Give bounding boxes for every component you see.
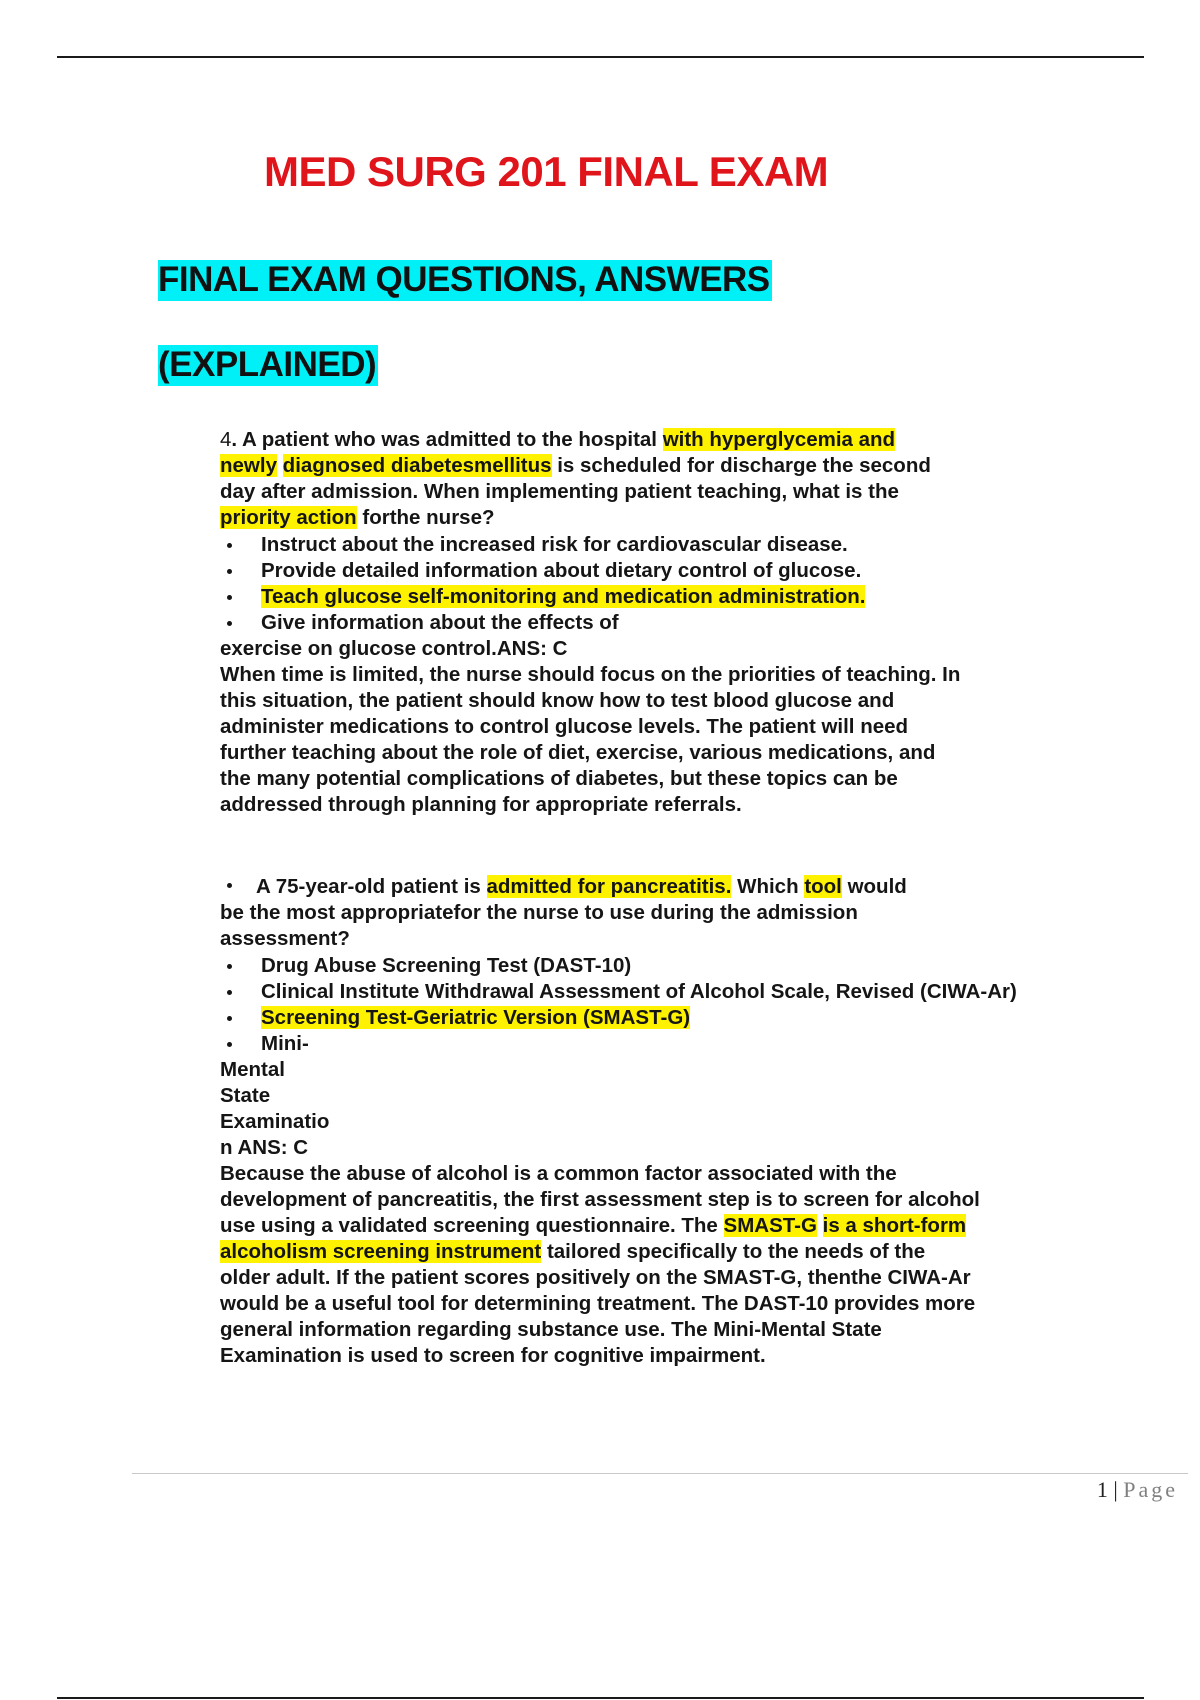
question-1-stem: 4. A patient who was admitted to the hospital with hyperglycemia and newly diagnosed diabetesmellitus is scheduled for discharge the second day after admission. When implementing patient teaching, what is the priority action forthe nurse?	[220, 428, 931, 529]
subheading-highlight: (EXPLAINED)	[158, 345, 377, 384]
highlight: tool	[804, 875, 842, 898]
wrapped-option-line: Mental	[220, 1058, 285, 1081]
answer-line: exercise on glucose control.ANS: C	[220, 637, 568, 660]
question-2-stem: A 75-year-old patient is admitted for pancreatitis. Which tool would be the most appropriatefor the nurse to use during the admission assessment?	[220, 875, 907, 950]
option-c-correct	[220, 1005, 1150, 1031]
top-rule	[57, 56, 1144, 58]
explanation: Because the abuse of alcohol is a common factor associated with the development of pancreatitis, the first assessment step is to screen for alcohol use using a validated screening questionnaire. The SMAST-G is a short-form alcoholism screening instrument tailored specifically to the needs of the older adult. If the patient scores positively on the SMAST-G, thenthe CIWA-Ar would be a useful tool for determining treatment. The DAST-10 provides more general information regarding substance use. The Mini-Mental State Examination is used to screen for cognitive impairment.	[220, 1162, 980, 1367]
highlight: priority action	[220, 506, 357, 529]
option-d: Give information about the effects of	[220, 610, 1150, 636]
highlight: diagnosed diabetesmellitus	[282, 454, 552, 477]
option-a: Instruct about the increased risk for cardiovascular disease.	[220, 532, 1150, 558]
bottom-rule	[57, 1697, 1144, 1699]
highlight: newly	[220, 454, 277, 477]
option-a: Drug Abuse Screening Test (DAST-10)	[220, 953, 1150, 979]
question-1	[220, 427, 1150, 818]
highlight: with hyperglycemia and	[662, 428, 896, 451]
subheading-highlight: FINAL EXAM QUESTIONS, ANSWERS	[158, 260, 770, 299]
highlight: Teach glucose self-monitoring and medication administration.	[261, 585, 866, 608]
question-number: 4	[220, 428, 232, 451]
option-b: Provide detailed information about dietary control of glucose.	[220, 558, 1150, 584]
page-label: Page	[1123, 1477, 1178, 1502]
highlight: admitted for pancreatitis.	[486, 875, 732, 898]
page-title: MED SURG 201 FINAL EXAM	[264, 148, 829, 195]
option-d: Mini-	[220, 1031, 1150, 1057]
answer-line: n ANS: C	[220, 1136, 309, 1159]
highlight: Screening Test-Geriatric Version (SMAST-G)	[261, 1006, 691, 1029]
question-2	[220, 874, 1150, 1369]
subheading-line-2	[158, 343, 378, 387]
bullet-icon	[227, 883, 232, 888]
wrapped-option-line: Examinatio	[220, 1110, 330, 1133]
highlight: SMAST-G	[723, 1214, 817, 1237]
option-c-correct	[220, 584, 1150, 610]
option-b: Clinical Institute Withdrawal Assessment of Alcohol Scale, Revised (CIWA-Ar)	[220, 979, 1150, 1005]
page-number: 1 | Page	[1096, 1477, 1178, 1502]
subheading-line-1	[158, 258, 772, 302]
explanation: When time is limited, the nurse should focus on the priorities of teaching. In this situation, the patient should know how to test blood glucose and administer medications to control glucose levels. The patient will need further teaching about the role of diet, exercise, various medications, and the many potential complications of diabetes, but these topics can be addressed through planning for appropriate referrals.	[220, 663, 961, 816]
highlight: alcoholism screening instrument	[220, 1240, 542, 1263]
wrapped-option-line: State	[220, 1084, 271, 1107]
footer-rule	[132, 1473, 1188, 1474]
highlight: is a short-form	[822, 1214, 967, 1237]
